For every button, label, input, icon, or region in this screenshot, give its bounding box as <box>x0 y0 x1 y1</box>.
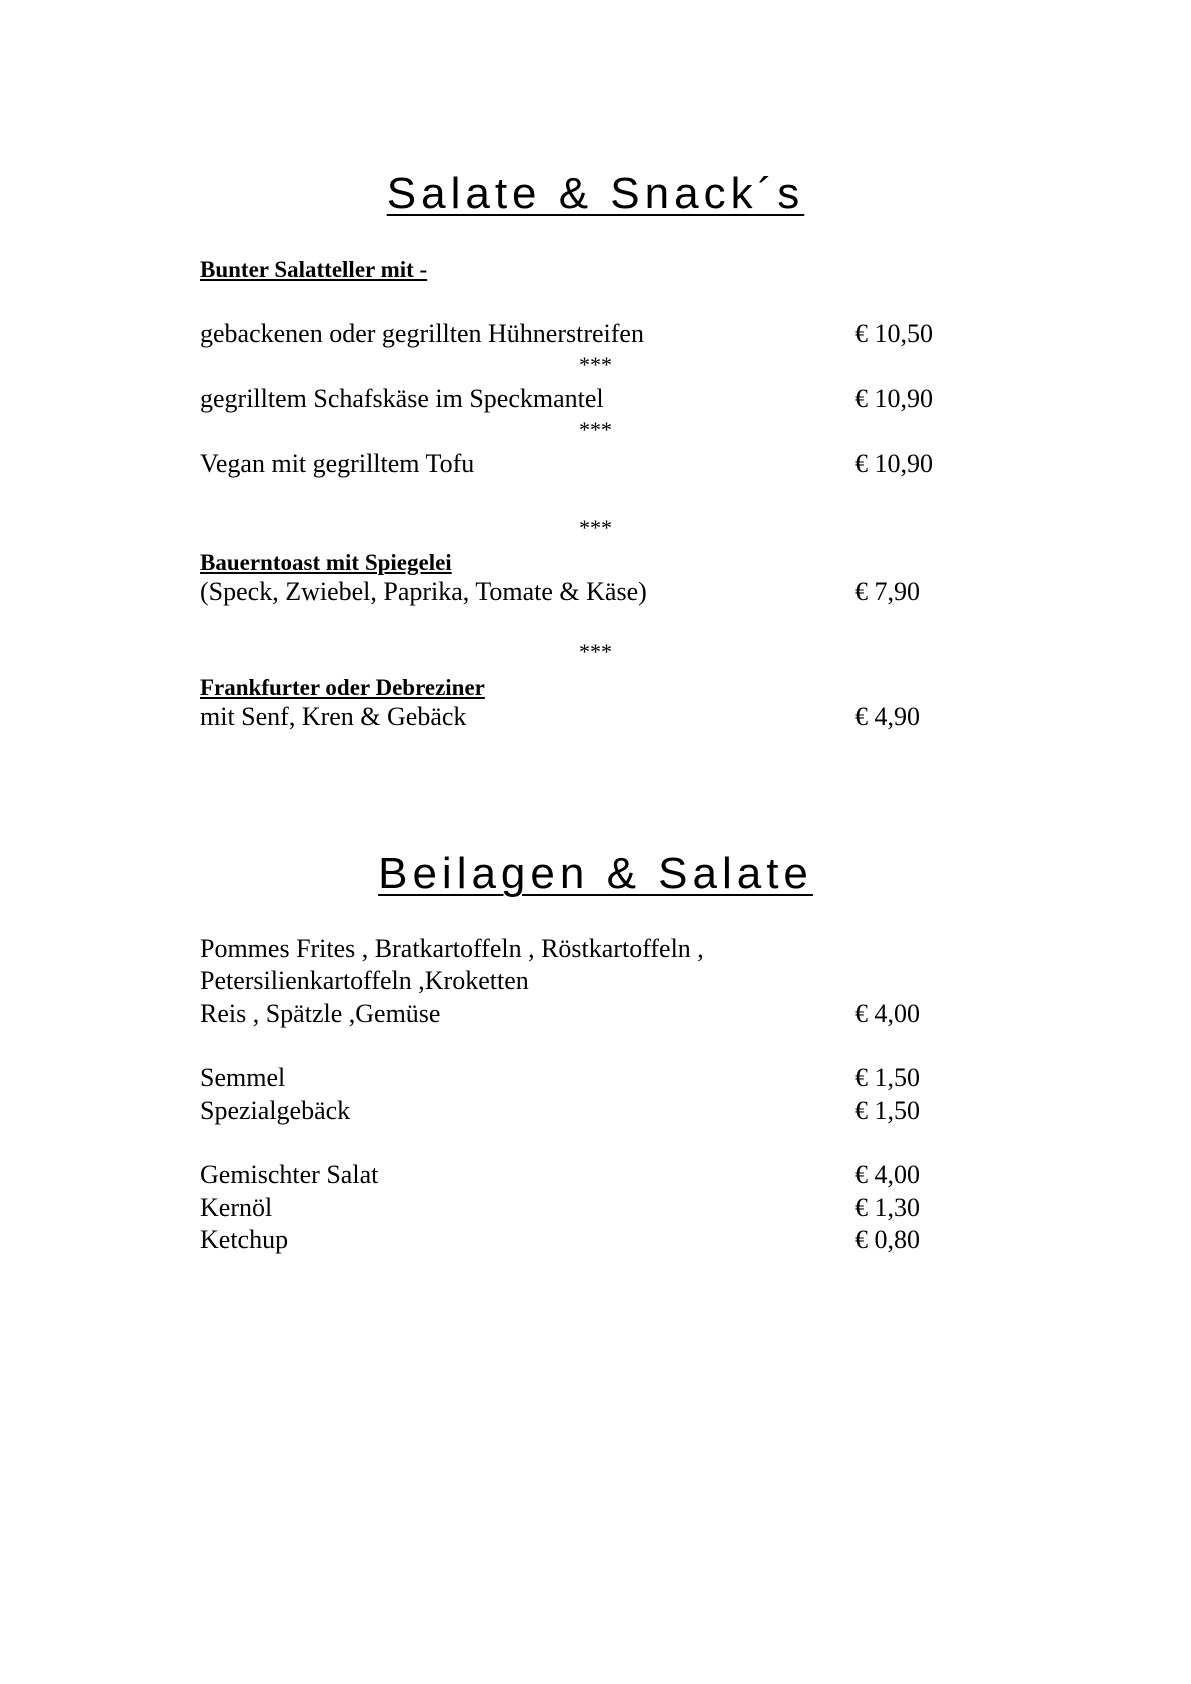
menu-item-price: € 1,50 <box>855 1063 920 1092</box>
sausage-description: mit Senf, Kren & Gebäck <box>200 702 467 731</box>
menu-item-name: gegrilltem Schafskäse im Speckmantel <box>200 384 604 413</box>
separator: *** <box>579 515 612 540</box>
sausage-price: € 4,90 <box>855 702 920 731</box>
menu-item-price: € 10,90 <box>855 449 933 478</box>
salad-plate-header: Bunter Salatteller mit - <box>200 257 428 282</box>
menu-item-name: Ketchup <box>200 1225 289 1254</box>
sides-line: Pommes Frites , Bratkartoffeln , Röstkartoffeln , <box>200 934 704 963</box>
sides-line: Petersilienkartoffeln ,Kroketten <box>200 966 529 995</box>
menu-item-name: Semmel <box>200 1063 286 1092</box>
menu-item-price: € 0,80 <box>855 1225 920 1254</box>
section-title-salate-snacks: Salate & Snack´s <box>386 169 805 218</box>
sausage-header: Frankfurter oder Debreziner <box>200 675 485 700</box>
section-title-beilagen-salate: Beilagen & Salate <box>378 849 813 898</box>
toast-header: Bauerntoast mit Spiegelei <box>200 550 452 575</box>
menu-item-price: € 10,90 <box>855 384 933 413</box>
menu-item-name: gebackenen oder gegrillten Hühnerstreifen <box>200 319 644 348</box>
menu-item-price: € 10,50 <box>855 319 933 348</box>
sides-price: € 4,00 <box>855 999 920 1028</box>
menu-item-price: € 1,30 <box>855 1193 920 1222</box>
menu-item-name: Gemischter Salat <box>200 1160 379 1189</box>
separator: *** <box>579 352 612 377</box>
menu-item-name: Kernöl <box>200 1193 273 1222</box>
sides-line: Reis , Spätzle ,Gemüse <box>200 999 441 1028</box>
toast-description: (Speck, Zwiebel, Paprika, Tomate & Käse) <box>200 577 647 606</box>
menu-item-price: € 1,50 <box>855 1096 920 1125</box>
menu-item-price: € 4,00 <box>855 1160 920 1189</box>
toast-price: € 7,90 <box>855 577 920 606</box>
menu-item-name: Spezialgebäck <box>200 1096 351 1125</box>
menu-item-name: Vegan mit gegrilltem Tofu <box>200 449 475 478</box>
separator: *** <box>579 417 612 442</box>
separator: *** <box>579 639 612 664</box>
